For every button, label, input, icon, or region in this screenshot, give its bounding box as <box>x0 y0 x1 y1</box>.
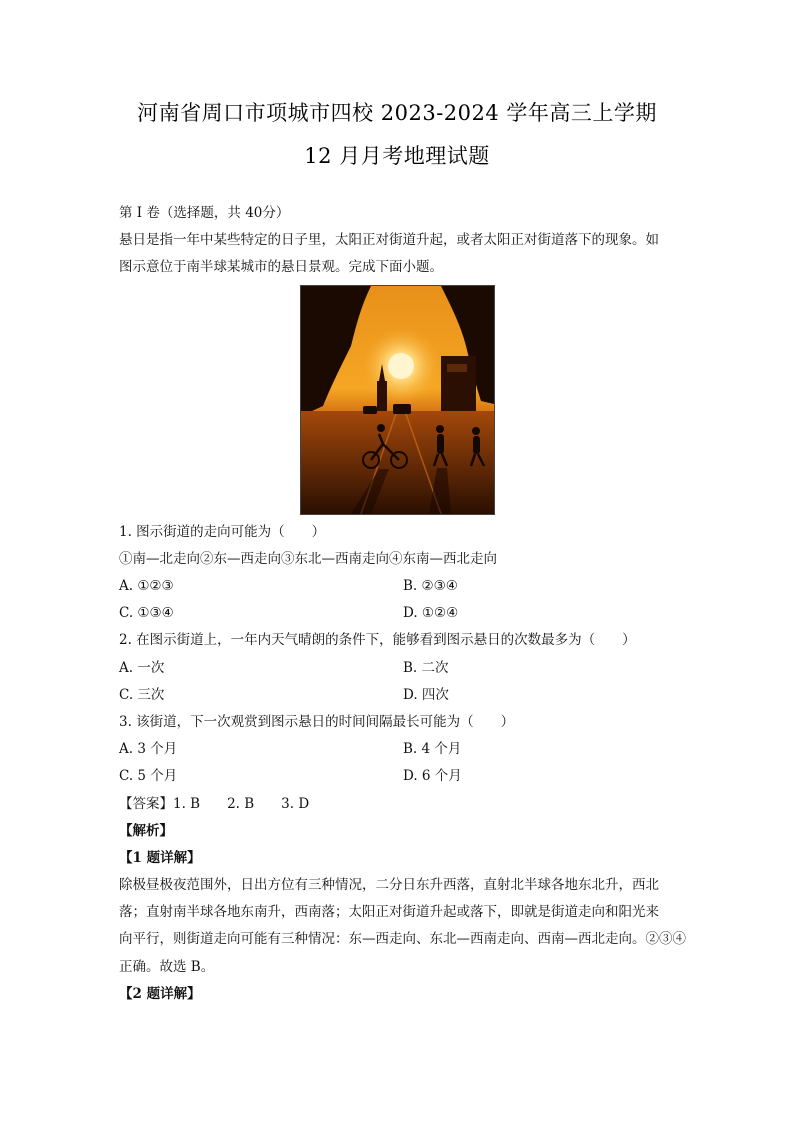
title-line-1: 河南省周口市项城市四校 2023-2024 学年高三上学期 <box>137 101 657 125</box>
detail-1-line-1: 除极昼极夜范围外，日出方位有三种情况，二分日东升西落，直射北半球各地东北升，西北 <box>119 877 659 893</box>
q3-stem: 3. 该街道，下一次观赏到图示悬日的时间间隔最长可能为（ ） <box>119 714 515 730</box>
hanging-sun-photo <box>300 285 495 515</box>
intro-line-1: 悬日是指一年中某些特定的日子里，太阳正对街道升起，或者太阳正对街道落下的现象。如 <box>119 232 659 248</box>
q2-option-d: D. 四次 <box>403 687 449 703</box>
detail-2-label: 【2 题详解】 <box>119 986 201 1002</box>
q1-stem: 1. 图示街道的走向可能为（ ） <box>119 524 326 540</box>
q1-option-c: C. ①③④ <box>119 605 174 621</box>
section-heading: 第 I 卷（选择题，共 40分） <box>119 205 290 221</box>
q3-option-a: A. 3 个月 <box>119 741 178 757</box>
q3-option-b: B. 4 个月 <box>403 741 462 757</box>
q1-statements: ①南—北走向②东—西走向③东北—西南走向④东南—西北走向 <box>119 551 497 567</box>
q1-option-b: B. ②③④ <box>403 578 458 594</box>
q2-stem: 2. 在图示街道上，一年内天气晴朗的条件下，能够看到图示悬日的次数最多为（ ） <box>119 632 636 648</box>
answer-line: 【答案】1. B 2. B 3. D <box>119 796 310 812</box>
q1-option-a: A. ①②③ <box>119 578 174 594</box>
q1-option-d: D. ①②④ <box>403 605 459 621</box>
q2-option-c: C. 三次 <box>119 687 165 703</box>
detail-1-line-2: 落；直射南半球各地东南升，西南落；太阳正对街道升起或落下，即就是街道走向和阳光来 <box>119 904 659 920</box>
q3-option-d: D. 6 个月 <box>403 768 462 784</box>
q2-option-a: A. 一次 <box>119 660 165 676</box>
q3-option-c: C. 5 个月 <box>119 768 178 784</box>
intro-line-2: 图示意位于南半球某城市的悬日景观。完成下面小题。 <box>119 259 443 275</box>
q2-option-b: B. 二次 <box>403 660 449 676</box>
detail-1-label: 【1 题详解】 <box>119 850 201 866</box>
title-line-2: 12 月月考地理试题 <box>304 144 490 168</box>
detail-1-line-3: 向平行，则街道走向可能有三种情况：东—西走向、东北—西南走向、西南—西北走向。②③④ <box>119 931 686 947</box>
detail-1-line-4: 正确。故选 B。 <box>119 959 215 975</box>
analysis-label: 【解析】 <box>119 823 173 839</box>
